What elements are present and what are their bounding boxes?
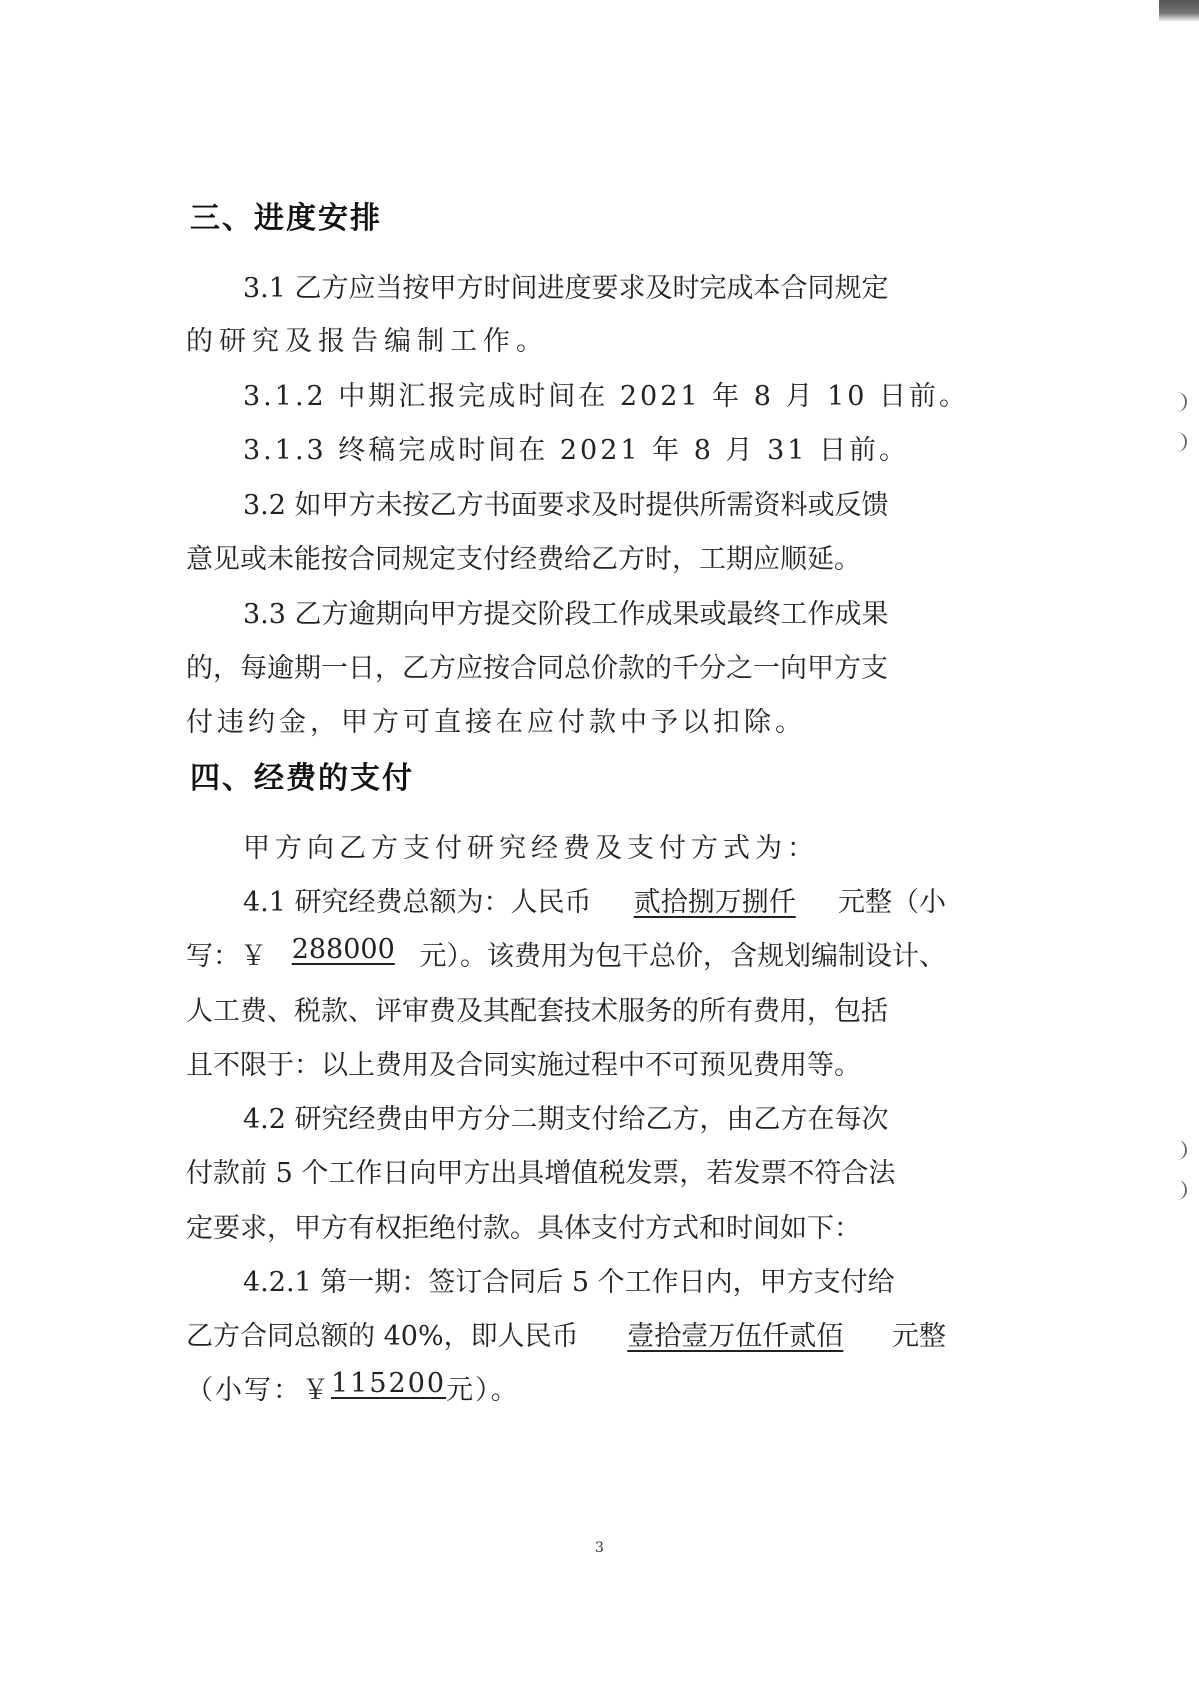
paragraph-line: 的，每逾期一日，乙方应按合同总价款的千分之一向甲方支	[186, 653, 888, 684]
scan-shadow	[1159, 0, 1199, 22]
paragraph-line: 3.3 乙方逾期向甲方提交阶段工作成果或最终工作成果	[243, 599, 889, 630]
page-number: 3	[595, 1540, 604, 1556]
text-segment: 乙方合同总额的 40%，即人民币	[186, 1321, 579, 1352]
text-segment: 元）。该费用为包干总价，含规划编制设计、	[419, 941, 946, 972]
paragraph-line: 的研究及报告编制工作。	[186, 326, 549, 357]
amount-in-words: 壹拾壹万伍仟贰佰	[627, 1321, 844, 1352]
paragraph-line: 甲方向乙方支付研究经费及支付方式为：	[243, 833, 819, 864]
paragraph-line: 4.2 研究经费由甲方分二期支付给乙方，由乙方在每次	[243, 1104, 889, 1135]
paragraph-line: 意见或未能按合同规定支付经费给乙方时，工期应顺延。	[186, 544, 861, 575]
text-segment: 4.1 研究经费总额为：人民币	[243, 887, 592, 918]
binding-hole-mark	[1175, 432, 1187, 452]
binding-hole-mark	[1175, 1180, 1187, 1200]
paragraph-line	[186, 1314, 946, 1353]
paragraph-line: 付款前 5 个工作日向甲方出具增值税发票，若发票不符合法	[186, 1158, 896, 1189]
text-segment: 元整（小	[838, 887, 946, 918]
section-4-heading: 四、经费的支付	[190, 761, 414, 796]
paragraph-line	[243, 880, 946, 919]
text-segment: （小写：￥	[186, 1375, 331, 1406]
paragraph-line: 人工费、税款、评审费及其配套技术服务的所有费用，包括	[186, 996, 888, 1027]
paragraph-line: 4.2.1 第一期：签订合同后 5 个工作日内，甲方支付给	[243, 1267, 895, 1298]
amount-in-words: 贰拾捌万捌仟	[633, 887, 796, 918]
binding-hole-mark	[1175, 1140, 1187, 1160]
paragraph-line: 且不限于：以上费用及合同实施过程中不可预见费用等。	[186, 1050, 861, 1081]
paragraph-line: 3.1.2 中期汇报完成时间在 2021 年 8 月 10 日前。	[243, 381, 970, 412]
paragraph-line: 付违约金，甲方可直接在应付款中予以扣除。	[186, 707, 806, 738]
paragraph-line: 3.1.3 终稿完成时间在 2021 年 8 月 31 日前。	[243, 435, 910, 466]
paragraph-line: 定要求，甲方有权拒绝付款。具体支付方式和时间如下：	[186, 1213, 861, 1244]
paragraph-line	[186, 1368, 946, 1407]
paragraph-line: 3.2 如甲方未按乙方书面要求及时提供所需资料或反馈	[243, 490, 889, 521]
paragraph-line: 3.1 乙方应当按甲方时间进度要求及时完成本合同规定	[243, 273, 889, 304]
text-segment: 写：￥	[186, 941, 267, 972]
amount-in-digits: 288000	[291, 934, 395, 965]
text-segment: 元）。	[446, 1375, 520, 1406]
paragraph-line	[186, 934, 946, 973]
section-3-heading: 三、进度安排	[190, 201, 382, 236]
text-segment: 元整	[892, 1321, 946, 1352]
amount-in-digits: 115200	[331, 1368, 447, 1399]
binding-hole-mark	[1175, 392, 1187, 412]
